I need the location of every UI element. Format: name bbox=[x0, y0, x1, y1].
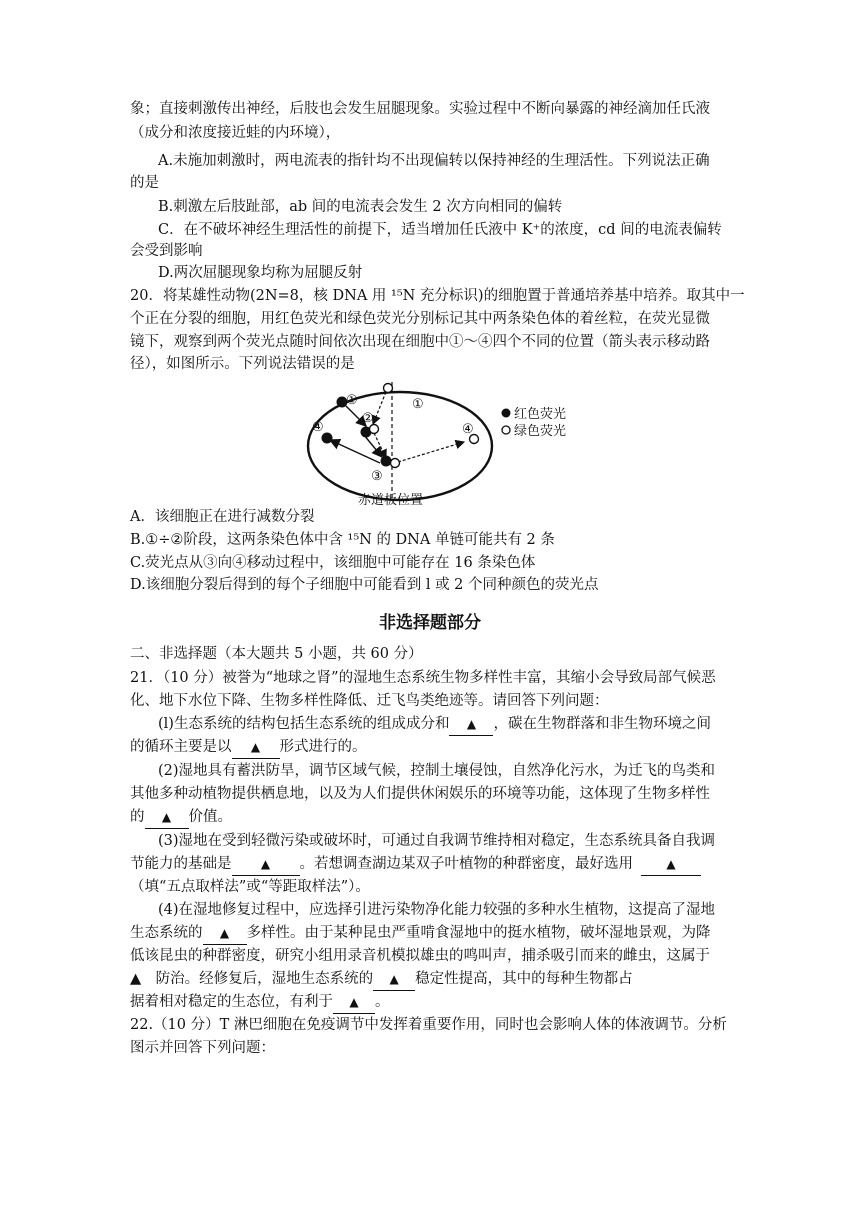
answer-blank[interactable] bbox=[232, 853, 300, 876]
marker-4: ④ bbox=[312, 420, 324, 435]
triangle-icon: ▲ bbox=[219, 926, 230, 940]
triangle-icon: ▲ bbox=[349, 995, 359, 1009]
marker-2: ② bbox=[362, 411, 374, 426]
q21-text: ▲ 防治。经修复后，湿地生态系统的 bbox=[130, 971, 374, 987]
q21-text: 节能力的基础是 bbox=[130, 856, 232, 872]
answer-blank[interactable] bbox=[145, 806, 189, 829]
section-title: 非选择题部分 bbox=[379, 613, 481, 633]
question-22-line: 图示并回答下列问题： bbox=[130, 1040, 275, 1056]
q21-text: 。 bbox=[375, 994, 390, 1010]
option-c-19: C．在不破坏神经生理活性的前提下，适当增加任氏液中 K⁺的浓度，cd 间的电流表偏转 bbox=[158, 222, 722, 238]
answer-blank[interactable] bbox=[373, 968, 415, 991]
marker-4: ④ bbox=[462, 422, 474, 437]
green-point-3 bbox=[391, 459, 400, 468]
triangle-icon: ▲ bbox=[466, 717, 477, 731]
q21-text: ，碳在生物群落和非生物环境之间 bbox=[493, 716, 711, 732]
question-20-line: 镜下，观察到两个荧光点随时间依次出现在细胞中①～④四个不同的位置（箭头表示移动路 bbox=[130, 334, 710, 350]
red-point-3 bbox=[381, 456, 392, 467]
q21-part2-end bbox=[130, 806, 740, 829]
text-line: 会受到影响 bbox=[130, 243, 203, 259]
text-line: （成分和浓度接近蛙的内环境）， bbox=[130, 125, 341, 141]
q21-text: 的循环主要是以 bbox=[130, 739, 232, 755]
q21-part1 bbox=[158, 713, 740, 736]
option-c-20: C.荧光点从③向④移动过程中，该细胞中可能存在 16 条染色体 bbox=[130, 555, 536, 571]
option-b-20: B.①÷②阶段，这两条染色体中含 ¹⁵N 的 DNA 单链可能共有 2 条 bbox=[130, 532, 555, 548]
q21-text: 价值。 bbox=[188, 809, 232, 825]
answer-blank[interactable] bbox=[449, 713, 493, 736]
option-d-19: D.两次屈腿现象均称为屈腿反射 bbox=[158, 265, 363, 281]
triangle-icon: ▲ bbox=[666, 857, 676, 871]
answer-blank[interactable] bbox=[641, 853, 701, 876]
triangle-icon: ▲ bbox=[250, 740, 261, 754]
q21-text: 的 bbox=[130, 809, 145, 825]
question-21-line: 化、地下水位下降、生物多样性降低、迁飞鸟类绝迹等。请回答下列问题： bbox=[130, 693, 609, 709]
option-b-19: B.刺激左后肢趾部，ab 间的电流表会发生 2 次方向相同的偏转 bbox=[158, 199, 563, 215]
q21-part3: (3)湿地在受到轻微污染或破坏时，可通过自我调节维持相对稳定，生态系统具备自我调 bbox=[158, 833, 716, 849]
marker-3: ③ bbox=[371, 469, 383, 484]
q21-part4: (4)在湿地修复过程中，应选择引进污染物净化能力较强的多种水生植物，这提高了湿地 bbox=[158, 902, 716, 918]
cell-outline bbox=[308, 392, 492, 500]
q21-part1-cont bbox=[130, 736, 740, 759]
text-line: 象；直接刺激传出神经，后肢也会发生屈腿现象。实验过程中不断向暴露的神经滴加任氏液 bbox=[130, 101, 710, 117]
q21-part4-cont: 低该昆虫的种群密度，研究小组用录音机模拟雄虫的鸣叫声，捕杀吸引而来的雌虫，这属于 bbox=[130, 948, 710, 964]
q21-text: (l)生态系统的结构包括生态系统的组成成分和 bbox=[158, 716, 450, 732]
q21-part2: (2)湿地具有蓄洪防旱，调节区域气候，控制土壤侵蚀，自然净化污水，为迁飞的鸟类和 bbox=[158, 763, 716, 779]
marker-1: ① bbox=[412, 397, 424, 412]
question-20-line: 个正在分裂的细胞，用红色荧光和绿色荧光分别标记其中两条染色体的着丝粒，在荧光显微 bbox=[130, 311, 710, 327]
answer-blank[interactable] bbox=[232, 736, 280, 759]
q21-part4-cont bbox=[130, 922, 740, 945]
q21-text: 稳定性提高，其中的每种生物都占 bbox=[415, 971, 633, 987]
answer-blank[interactable] bbox=[333, 991, 375, 1014]
option-a-20: A．该细胞正在进行减数分裂 bbox=[130, 509, 315, 525]
q21-part4-cont bbox=[130, 968, 740, 991]
triangle-icon: ▲ bbox=[161, 810, 172, 824]
triangle-icon: ▲ bbox=[389, 972, 399, 986]
legend-red-dot bbox=[502, 409, 511, 418]
q21-text: 据着相对稳定的生态位，有利于 bbox=[130, 994, 333, 1010]
legend-red-label: 红色荧光 bbox=[514, 407, 567, 422]
legend-green-label: 绿色荧光 bbox=[514, 424, 567, 439]
q21-part3-cont bbox=[130, 853, 740, 876]
q21-text: 。若想调查湖边某双子叶植物的种群密度，最好选用 bbox=[299, 856, 633, 872]
cell-division-figure bbox=[300, 378, 600, 510]
q21-text: 生态系统的 bbox=[130, 925, 203, 941]
q21-part3-end: （填“五点取样法”或“等距取样法”）。 bbox=[130, 879, 370, 895]
question-21-line: 21．（10 分）被誉为“地球之肾”的湿地生态系统生物多样性丰富，其缩小会导致局部气候恶 bbox=[130, 670, 716, 686]
legend-green-dot bbox=[502, 426, 510, 434]
triangle-icon: ▲ bbox=[260, 857, 271, 871]
section-intro: 二、非选择题（本大题共 5 小题，共 60 分） bbox=[130, 646, 423, 662]
q21-text: 多样性。由于某种昆虫严重啃食湿地中的挺水植物，破坏湿地景观，为降 bbox=[246, 925, 711, 941]
question-22-line: 22.（10 分）T 淋巴细胞在免疫调节中发挥着重要作用，同时也会影响人体的体液调节。分析 bbox=[130, 1017, 727, 1033]
green-point-1 bbox=[384, 384, 393, 393]
answer-blank[interactable] bbox=[203, 922, 247, 945]
q21-part4-end bbox=[130, 991, 740, 1014]
question-20-line: 径），如图所示。下列说法错误的是 bbox=[130, 356, 355, 372]
question-20-line: 20．将某雄性动物(2N=8，核 DNA 用 ¹⁵N 充分标识)的细胞置于普通培养基中培养。取其中一 bbox=[130, 288, 745, 304]
option-d-20: D.该细胞分裂后得到的每个子细胞中可能看到 l 或 2 个同种颜色的荧光点 bbox=[130, 577, 599, 593]
q21-part2-cont: 其他多种动植物提供栖息地，以及为人们提供休闲娱乐的环境等功能，这体现了生物多样性 bbox=[130, 786, 710, 802]
text-line: 的是 bbox=[130, 175, 159, 191]
marker-1: ① bbox=[346, 393, 358, 408]
figure-caption: 赤道板位置 bbox=[358, 493, 424, 508]
q21-text: 形式进行的。 bbox=[279, 739, 367, 755]
option-a-19: A.未施加刺激时，两电流表的指针均不出现偏转以保持神经的生理活性。下列说法正确 bbox=[158, 153, 710, 169]
